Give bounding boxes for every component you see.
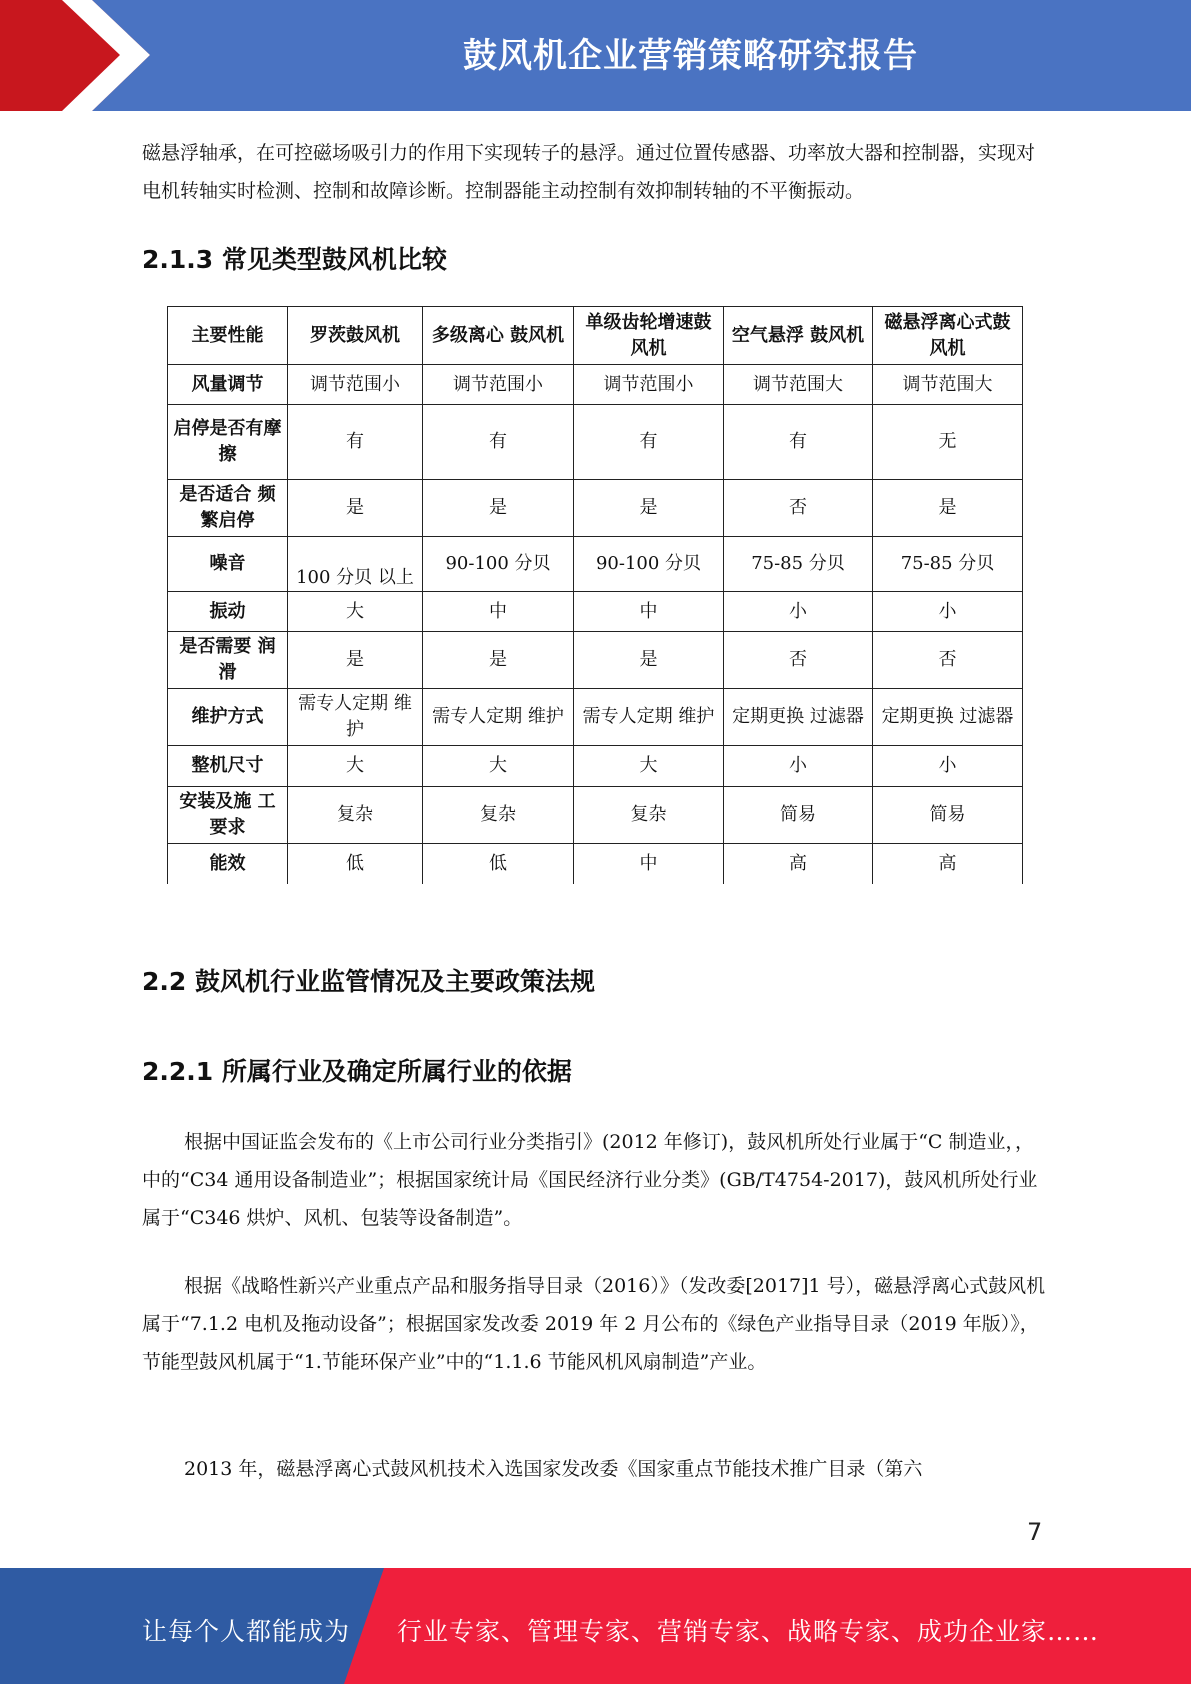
body-paragraph: 根据《战略性新兴产业重点产品和服务指导目录（2016）》（发改委[2017]1 号），磁悬浮离心式鼓风机属于“7.1.2 电机及拖动设备”；根据国家发改委 2019 年 2 月公布的《绿色产业指导目录（2019 年版）》，节能型鼓风机属于“1.节能环保产业”中的“1.1.6 节能风机风扇制造”产业。 (142, 1275, 1046, 1373)
table-cell: 75-85 分贝 (724, 537, 873, 592)
table-cell: 定期更换 过滤器 (873, 689, 1023, 746)
table-cell: 调节范围大 (724, 365, 873, 405)
table-cell: 100 分贝 以上 (288, 537, 423, 592)
intro-paragraph: 磁悬浮轴承，在可控磁场吸引力的作用下实现转子的悬浮。通过位置传感器、功率放大器和控制器，实现对电机转轴实时检测、控制和故障诊断。控制器能主动控制有效抑制转轴的不平衡振动。 (142, 142, 1036, 202)
table-cell: 否 (724, 480, 873, 537)
table-cell: 是 (288, 480, 423, 537)
table-cell: 小 (873, 746, 1023, 787)
page-number: 7 (1027, 1518, 1043, 1546)
body-paragraph: 2013 年，磁悬浮离心式鼓风机技术入选国家发改委《国家重点节能技术推广目录（第六 (184, 1458, 923, 1480)
table-header-cell: 空气悬浮 鼓风机 (724, 307, 873, 365)
table-cell: 是 (574, 480, 724, 537)
table-cell: 调节范围小 (423, 365, 574, 405)
table-row (168, 746, 1023, 787)
table-row (168, 405, 1023, 480)
table-cell: 否 (873, 632, 1023, 689)
table-cell: 小 (724, 592, 873, 632)
table-row (168, 632, 1023, 689)
table-header-row (168, 307, 1023, 365)
table-cell: 低 (288, 844, 423, 884)
table-row (168, 480, 1023, 537)
table-cell: 需专人定期 维护 (574, 689, 724, 746)
table-cell: 是 (423, 480, 574, 537)
table-header-cell: 主要性能 (168, 307, 288, 365)
blower-comparison-table (167, 306, 1023, 884)
table-cell: 中 (574, 592, 724, 632)
footer-slogan-left: 让每个人都能成为 (142, 1617, 351, 1646)
table-cell: 大 (574, 746, 724, 787)
table-cell: 调节范围大 (873, 365, 1023, 405)
section-heading-2-2: 2.2 鼓风机行业监管情况及主要政策法规 (142, 967, 595, 996)
table-cell: 有 (724, 405, 873, 480)
table-cell: 无 (873, 405, 1023, 480)
table-row (168, 537, 1023, 592)
table-cell: 小 (724, 746, 873, 787)
table-cell: 高 (873, 844, 1023, 884)
row-label: 噪音 (168, 537, 288, 592)
table-cell: 需专人定期 维护 (288, 689, 423, 746)
table-header-cell: 多级离心 鼓风机 (423, 307, 574, 365)
row-label: 风量调节 (168, 365, 288, 405)
table-cell: 简易 (873, 787, 1023, 844)
table-cell: 大 (288, 746, 423, 787)
row-label: 振动 (168, 592, 288, 632)
table-row (168, 592, 1023, 632)
table-cell: 90-100 分贝 (423, 537, 574, 592)
table-header-cell: 磁悬浮离心式鼓风机 (873, 307, 1023, 365)
row-label: 整机尺寸 (168, 746, 288, 787)
row-label: 安装及施 工要求 (168, 787, 288, 844)
table-cell: 是 (423, 632, 574, 689)
table-row (168, 689, 1023, 746)
table-cell: 低 (423, 844, 574, 884)
page-footer (0, 1568, 1191, 1684)
section-heading-2-1-3: 2.1.3 常见类型鼓风机比较 (142, 245, 447, 274)
table-header-cell: 罗茨鼓风机 (288, 307, 423, 365)
footer-slogan-right: 行业专家、管理专家、营销专家、战略专家、成功企业家…… (397, 1617, 1100, 1646)
table-cell: 75-85 分贝 (873, 537, 1023, 592)
section-heading-2-2-1: 2.2.1 所属行业及确定所属行业的依据 (142, 1057, 572, 1086)
table-cell: 需专人定期 维护 (423, 689, 574, 746)
table-row (168, 787, 1023, 844)
table-cell: 90-100 分贝 (574, 537, 724, 592)
table-cell: 复杂 (574, 787, 724, 844)
table-header-cell: 单级齿轮增速鼓风机 (574, 307, 724, 365)
row-label: 启停是否有摩擦 (168, 405, 288, 480)
table-cell: 有 (288, 405, 423, 480)
table-cell: 是 (873, 480, 1023, 537)
table-cell: 是 (288, 632, 423, 689)
table-cell: 定期更换 过滤器 (724, 689, 873, 746)
table-cell: 高 (724, 844, 873, 884)
table-cell: 调节范围小 (574, 365, 724, 405)
report-title: 鼓风机企业营销策略研究报告 (463, 36, 918, 76)
row-label: 能效 (168, 844, 288, 884)
table-cell: 中 (423, 592, 574, 632)
row-label: 是否需要 润滑 (168, 632, 288, 689)
table-cell: 小 (873, 592, 1023, 632)
table-cell: 有 (574, 405, 724, 480)
table-cell: 调节范围小 (288, 365, 423, 405)
table-row (168, 844, 1023, 884)
table-cell: 大 (423, 746, 574, 787)
table-cell: 复杂 (423, 787, 574, 844)
table-cell: 简易 (724, 787, 873, 844)
table-cell: 大 (288, 592, 423, 632)
page-header (0, 0, 1191, 111)
row-label: 维护方式 (168, 689, 288, 746)
table-cell: 否 (724, 632, 873, 689)
row-label: 是否适合 频繁启停 (168, 480, 288, 537)
table-cell: 中 (574, 844, 724, 884)
table-cell: 是 (574, 632, 724, 689)
table-cell: 有 (423, 405, 574, 480)
body-paragraph: 根据中国证监会发布的《上市公司行业分类指引》(2012 年修订)，鼓风机所处行业属于“C 制造业，，中的“C34 通用设备制造业”；根据国家统计局《国民经济行业分类》(GB/T4754-2017)，鼓风机所处行业属于“C346 烘炉、风机、包装等设备制造”。 (142, 1131, 1038, 1229)
table-cell: 复杂 (288, 787, 423, 844)
table-row (168, 365, 1023, 405)
